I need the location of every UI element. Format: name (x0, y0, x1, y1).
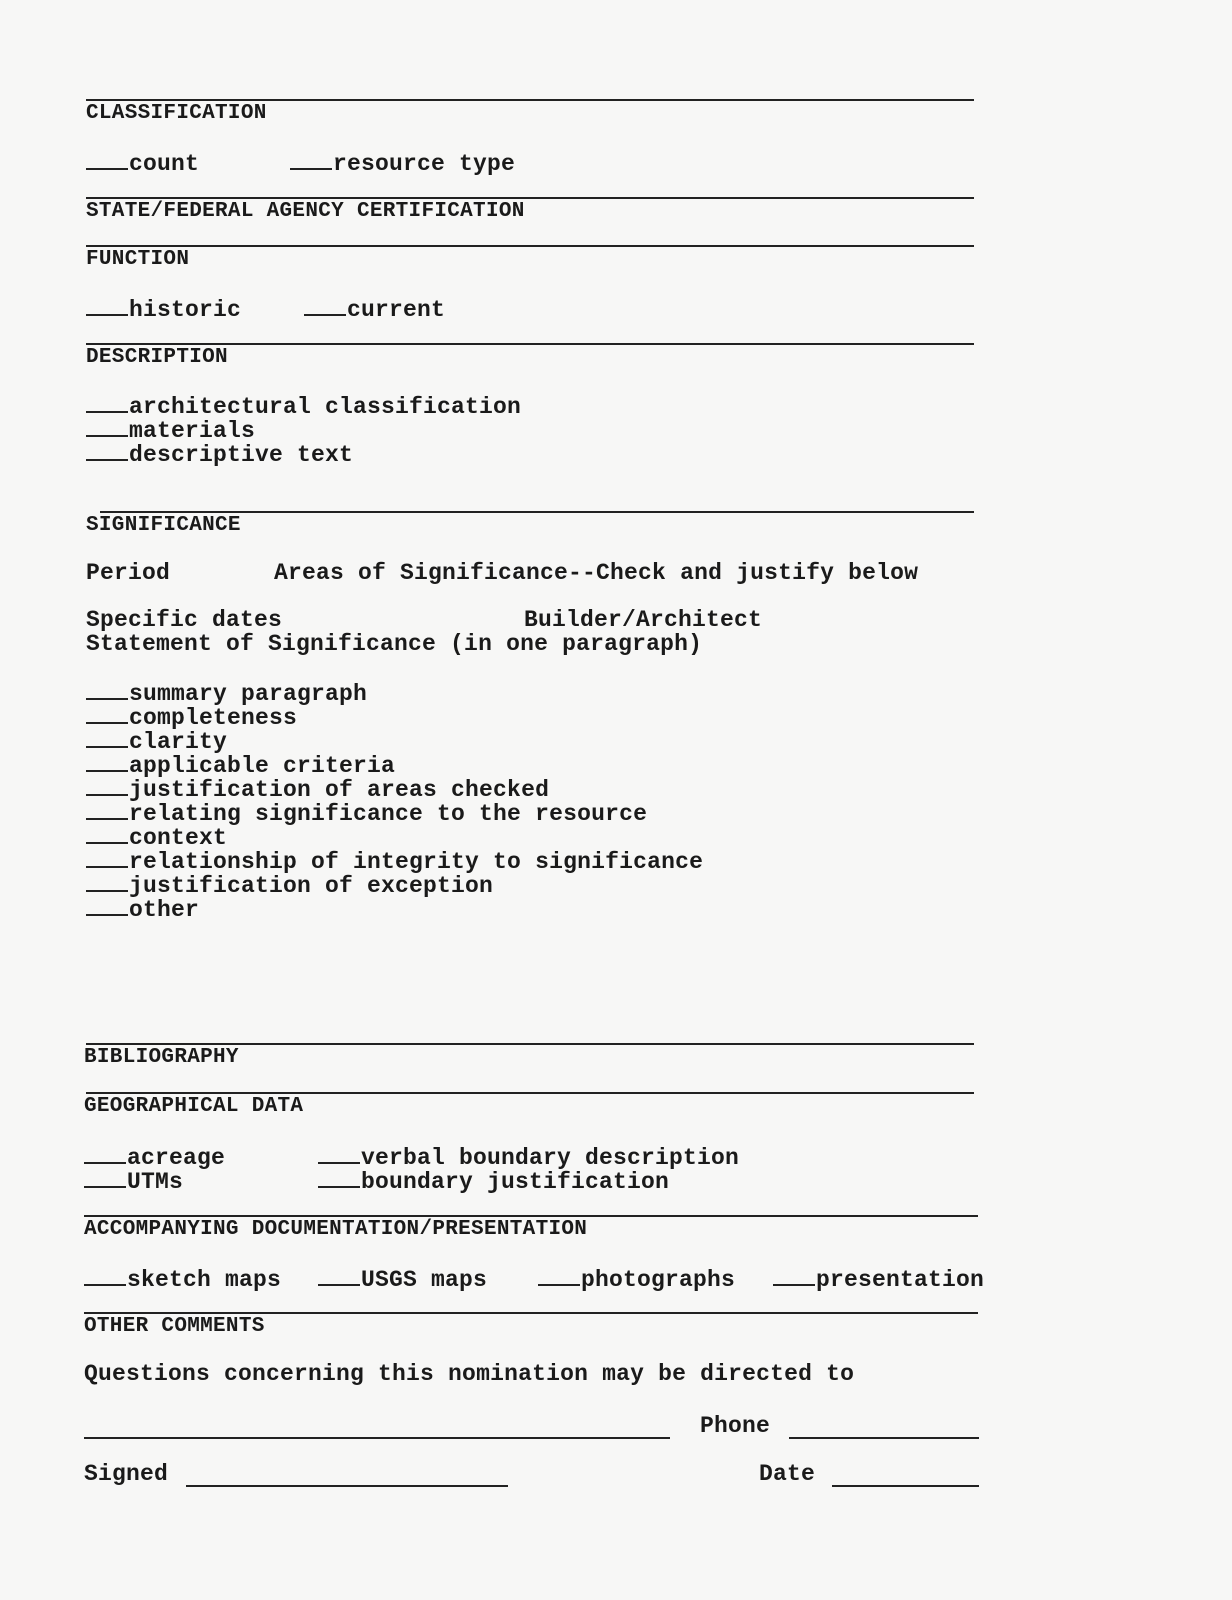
checkline[interactable] (86, 680, 128, 700)
significance-item[interactable] (86, 728, 227, 754)
significance-item-label: relating significance to the resource (129, 801, 648, 827)
significance-item[interactable] (86, 704, 297, 730)
checkline[interactable] (86, 776, 128, 796)
geographical-heading: GEOGRAPHICAL DATA (84, 1095, 304, 1118)
checkline[interactable] (86, 752, 128, 772)
section-rule (86, 245, 974, 247)
photographs-checkline[interactable] (538, 1266, 580, 1286)
significance-item-label: completeness (129, 705, 298, 731)
significance-heading: SIGNIFICANCE (86, 514, 241, 537)
sketch-maps-label: sketch maps (127, 1267, 282, 1293)
significance-item[interactable] (86, 776, 549, 802)
acreage-checkline[interactable] (84, 1144, 126, 1164)
acreage-option[interactable] (84, 1144, 225, 1170)
checkline[interactable] (86, 704, 128, 724)
description-item-label: architectural classification (129, 394, 522, 420)
verbal-boundary-checkline[interactable] (318, 1144, 360, 1164)
utms-checkline[interactable] (84, 1168, 126, 1188)
presentation-checkline[interactable] (773, 1266, 815, 1286)
significance-item-label: context (129, 825, 228, 851)
specific-dates-label: Specific dates (86, 607, 283, 633)
section-rule (86, 1043, 974, 1045)
signature-line[interactable] (186, 1485, 508, 1487)
description-item[interactable] (86, 393, 521, 419)
photographs-option[interactable] (538, 1266, 735, 1292)
areas-label: Areas of Significance--Check and justify below (274, 560, 919, 586)
checkline[interactable] (86, 728, 128, 748)
phone-label: Phone (700, 1413, 771, 1439)
significance-item[interactable] (86, 848, 703, 874)
date-label: Date (759, 1461, 816, 1487)
significance-item-label: applicable criteria (129, 753, 396, 779)
significance-item[interactable] (86, 824, 227, 850)
checkline[interactable] (86, 800, 128, 820)
section-rule (84, 1215, 978, 1217)
resource-type-option[interactable] (290, 150, 515, 176)
section-rule (86, 1092, 974, 1094)
significance-item[interactable] (86, 680, 367, 706)
description-heading: DESCRIPTION (86, 346, 228, 369)
description-item-label: descriptive text (129, 442, 354, 468)
certification-heading: STATE/FEDERAL AGENCY CERTIFICATION (86, 200, 525, 223)
function-heading: FUNCTION (86, 248, 190, 271)
sketch-maps-checkline[interactable] (84, 1266, 126, 1286)
section-rule (86, 197, 974, 199)
utms-option[interactable] (84, 1168, 183, 1194)
usgs-maps-label: USGS maps (361, 1267, 488, 1293)
count-option[interactable] (86, 150, 199, 176)
boundary-justification-checkline[interactable] (318, 1168, 360, 1188)
current-option[interactable] (304, 296, 445, 322)
checkline[interactable] (86, 441, 128, 461)
usgs-maps-option[interactable] (318, 1266, 487, 1292)
usgs-maps-checkline[interactable] (318, 1266, 360, 1286)
checkline[interactable] (86, 896, 128, 916)
verbal-boundary-option[interactable] (318, 1144, 739, 1170)
current-label: current (347, 297, 446, 323)
period-label: Period (86, 560, 171, 586)
signed-label: Signed (84, 1461, 169, 1487)
bibliography-heading: BIBLIOGRAPHY (84, 1046, 239, 1069)
description-item[interactable] (86, 441, 353, 467)
comments-heading: OTHER COMMENTS (84, 1315, 265, 1338)
significance-item[interactable] (86, 752, 395, 778)
count-checkline[interactable] (86, 150, 128, 170)
significance-item[interactable] (86, 800, 647, 826)
date-line[interactable] (832, 1485, 979, 1487)
significance-item-label: clarity (129, 729, 228, 755)
section-rule (100, 511, 974, 513)
phone-line[interactable] (789, 1437, 979, 1439)
section-rule (86, 99, 974, 101)
photographs-label: photographs (581, 1267, 736, 1293)
classification-heading: CLASSIFICATION (86, 102, 267, 125)
current-checkline[interactable] (304, 296, 346, 316)
resource-type-label: resource type (333, 151, 516, 177)
significance-item-label: justification of exception (129, 873, 494, 899)
checkline[interactable] (86, 393, 128, 413)
acreage-label: acreage (127, 1145, 226, 1171)
significance-item-label: summary paragraph (129, 681, 368, 707)
sketch-maps-option[interactable] (84, 1266, 281, 1292)
section-rule (86, 343, 974, 345)
checkline[interactable] (86, 417, 128, 437)
boundary-justification-option[interactable] (318, 1168, 669, 1194)
documentation-heading: ACCOMPANYING DOCUMENTATION/PRESENTATION (84, 1218, 588, 1241)
historic-option[interactable] (86, 296, 241, 322)
significance-item-label: other (129, 897, 200, 923)
description-item-label: materials (129, 418, 256, 444)
section-rule (84, 1312, 978, 1314)
historic-checkline[interactable] (86, 296, 128, 316)
significance-item-label: relationship of integrity to significance (129, 849, 704, 875)
checkline[interactable] (86, 848, 128, 868)
checkline[interactable] (86, 824, 128, 844)
contact-name-line[interactable] (84, 1437, 670, 1439)
utms-label: UTMs (127, 1169, 184, 1195)
description-item[interactable] (86, 417, 255, 443)
checkline[interactable] (86, 872, 128, 892)
significance-item[interactable] (86, 896, 199, 922)
statement-label: Statement of Significance (in one paragraph) (86, 631, 703, 657)
resource-type-checkline[interactable] (290, 150, 332, 170)
verbal-boundary-label: verbal boundary description (361, 1145, 740, 1171)
questions-text: Questions concerning this nomination may be directed to (84, 1361, 855, 1387)
presentation-option[interactable] (773, 1266, 984, 1292)
significance-item[interactable] (86, 872, 493, 898)
count-label: count (129, 151, 200, 177)
builder-label: Builder/Architect (524, 607, 763, 633)
boundary-justification-label: boundary justification (361, 1169, 670, 1195)
significance-item-label: justification of areas checked (129, 777, 550, 803)
historic-label: historic (129, 297, 242, 323)
presentation-label: presentation (816, 1267, 985, 1293)
